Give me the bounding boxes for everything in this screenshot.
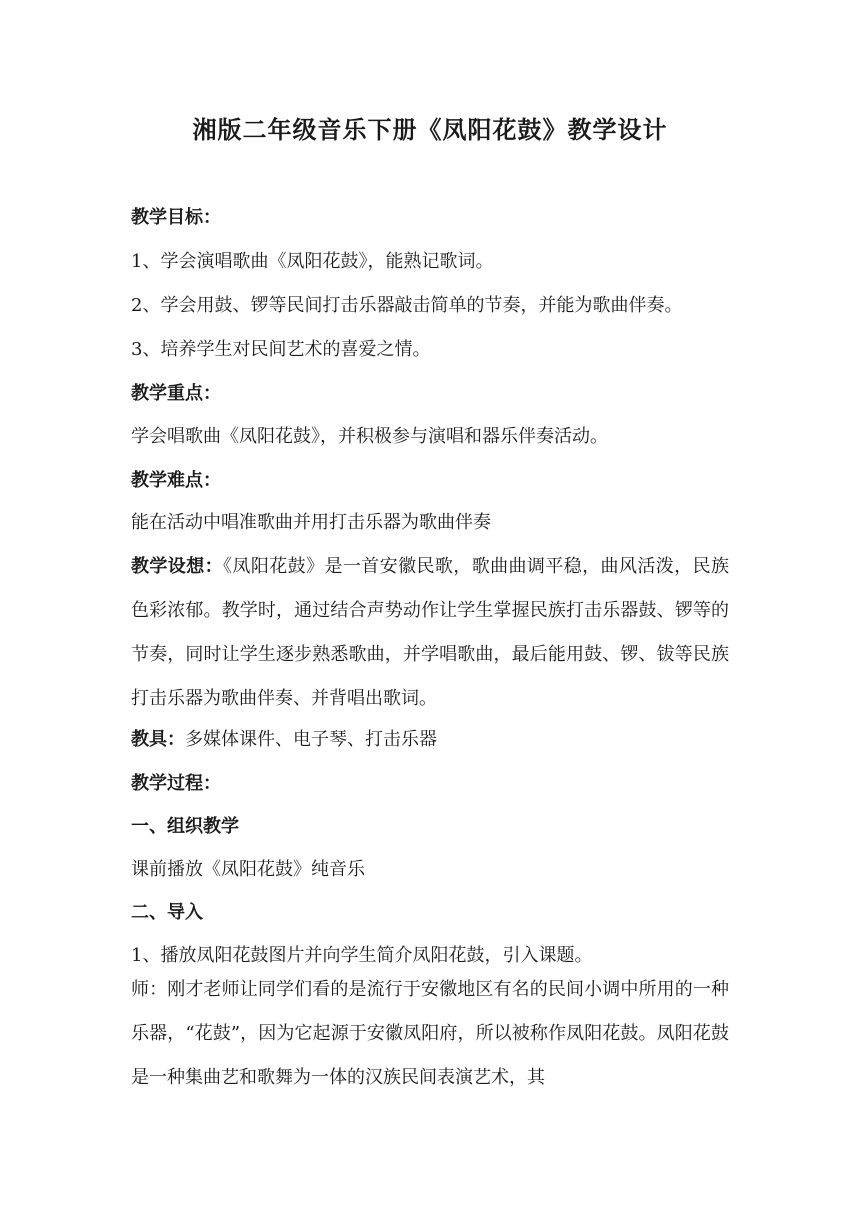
key-points-heading: 教学重点： bbox=[131, 383, 221, 404]
difficulties-text: 能在活动中唱准歌曲并用打击乐器为歌曲伴奏 bbox=[131, 512, 491, 533]
concept-text: 《凤阳花鼓》是一首安徽民歌，歌曲曲调平稳，曲风活泼，民族色彩浓郁。教学时，通过结合声势动作让学生掌握民族打击乐器鼓、锣等的节奏，同时让学生逐步熟悉歌曲，并学唱歌曲，最后能用鼓、锣、钹等民族打击乐器为歌曲伴奏、并背唱出歌词。 bbox=[131, 556, 729, 709]
section1-heading: 一、组织教学 bbox=[131, 816, 239, 837]
section1-text: 课前播放《凤阳花鼓》纯音乐 bbox=[131, 859, 365, 880]
objective-item: 3、培养学生对民间艺术的喜爱之情。 bbox=[131, 339, 431, 360]
teacher-paragraph: 师：刚才老师让同学们看的是流行于安徽地区有名的民间小调中所用的一种乐器，“花鼓”，因为它起源于安徽凤阳府，所以被称作凤阳花鼓。凤阳花鼓是一种集曲艺和歌舞为一体的汉族民间表演艺术，其 bbox=[131, 979, 729, 1088]
tools-text: 多媒体课件、电子琴、打击乐器 bbox=[185, 729, 437, 750]
tools-line bbox=[131, 725, 731, 755]
section2-heading: 二、导入 bbox=[131, 902, 203, 923]
section2-item: 1、播放凤阳花鼓图片并向学生简介凤阳花鼓，引入课题。 bbox=[131, 945, 593, 966]
tools-label: 教具： bbox=[131, 729, 185, 750]
objective-item: 2、学会用鼓、锣等民间打击乐器敲击简单的节奏，并能为歌曲伴奏。 bbox=[131, 295, 683, 316]
page-title: 湘版二年级音乐下册《凤阳花鼓》教学设计 bbox=[192, 115, 668, 144]
process-heading: 教学过程： bbox=[131, 773, 221, 794]
difficulties-heading: 教学难点： bbox=[131, 470, 221, 491]
objectives-heading: 教学目标： bbox=[131, 207, 221, 228]
key-points-text: 学会唱歌曲《凤阳花鼓》，并积极参与演唱和器乐伴奏活动。 bbox=[131, 426, 608, 447]
objective-item: 1、学会演唱歌曲《凤阳花鼓》，能熟记歌词。 bbox=[131, 251, 494, 272]
concept-paragraph bbox=[131, 545, 729, 721]
concept-label: 教学设想： bbox=[131, 556, 224, 577]
